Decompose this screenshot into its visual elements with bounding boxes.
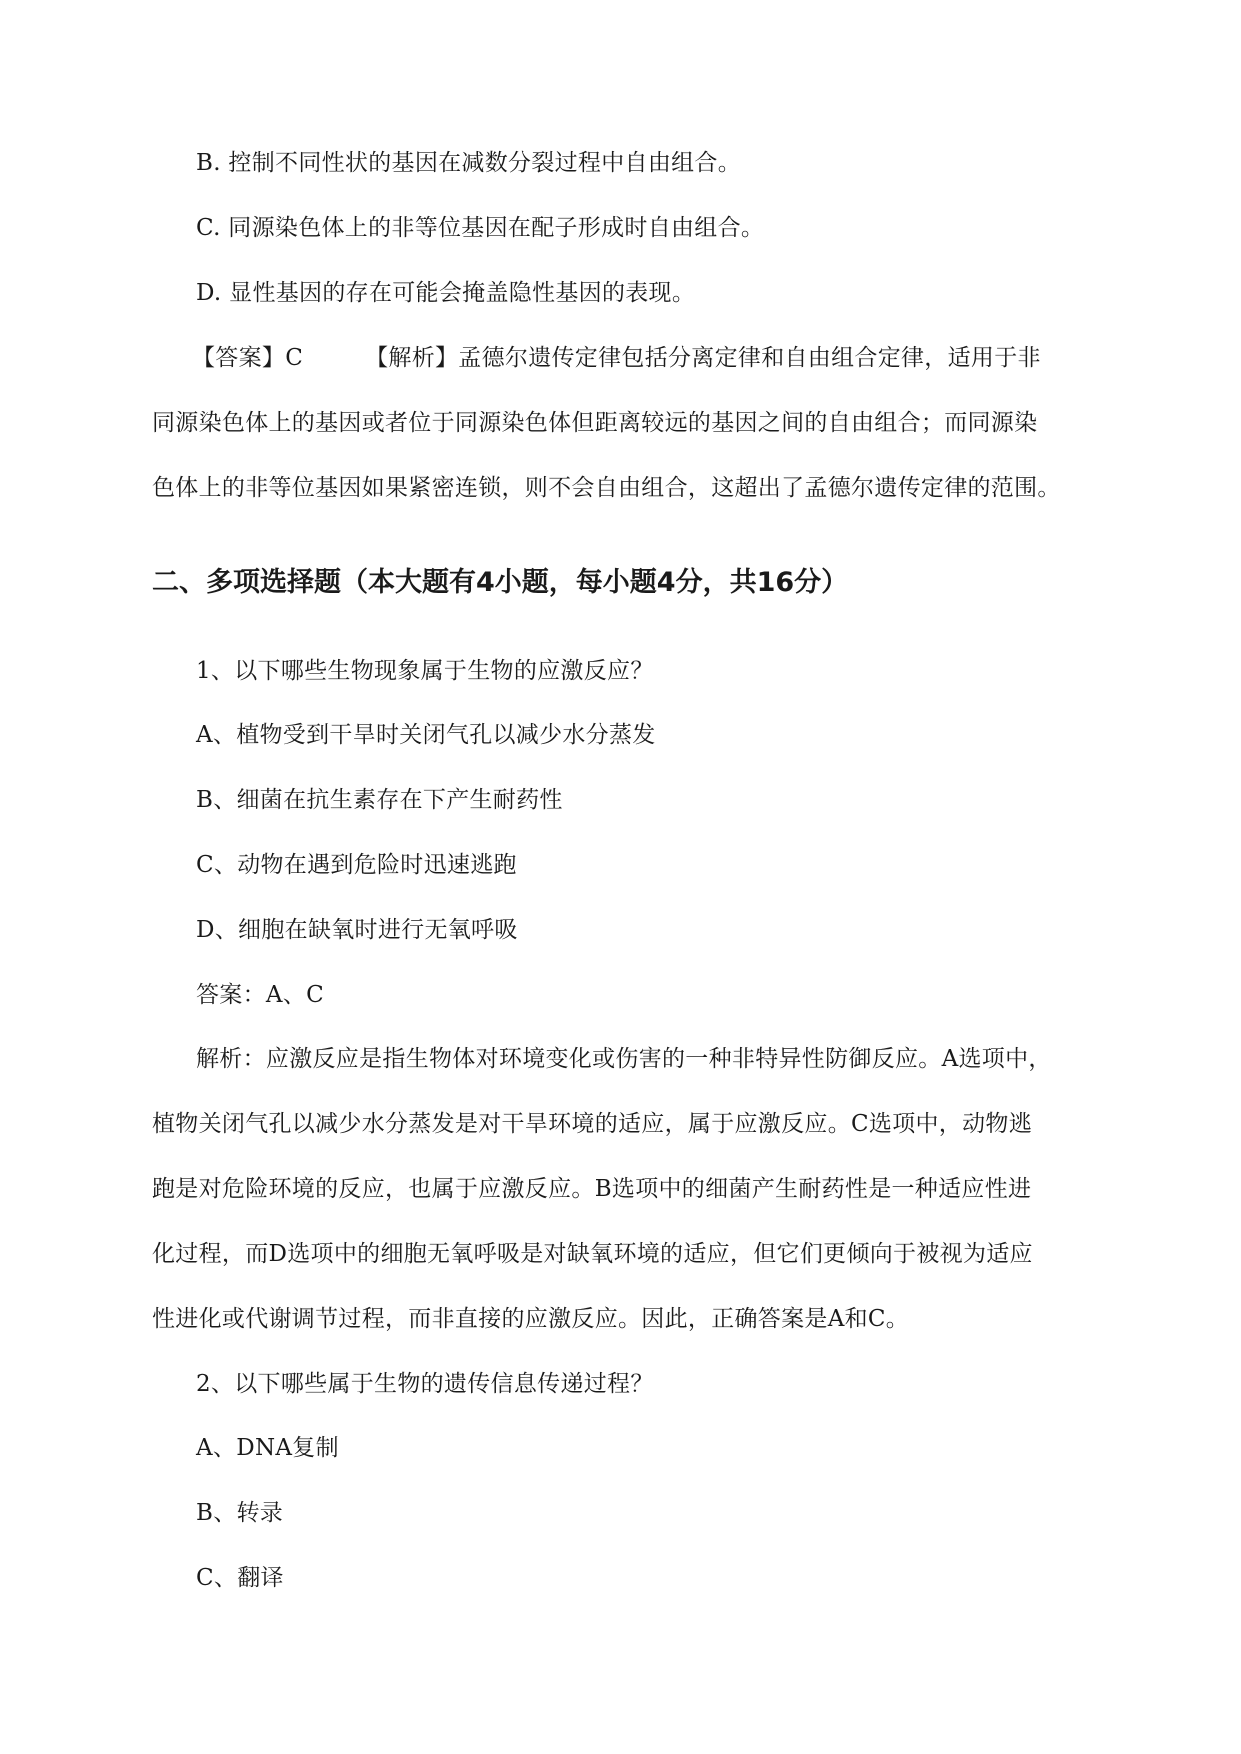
option-b: B、转录 bbox=[196, 1500, 284, 1526]
question-stem: 1、以下哪些生物现象属于生物的应激反应？ bbox=[196, 658, 654, 684]
explanation-line: 跑是对危险环境的反应，也属于应激反应。B选项中的细菌产生耐药性是一种适应性进 bbox=[152, 1176, 1032, 1202]
option-a: A、DNA复制 bbox=[196, 1435, 339, 1461]
option-d: D、细胞在缺氧时进行无氧呼吸 bbox=[196, 917, 518, 943]
option-c: C、动物在遇到危险时迅速逃跑 bbox=[196, 852, 517, 878]
q1-option-d: D. 显性基因的存在可能会掩盖隐性基因的表现。 bbox=[196, 280, 696, 306]
answer: 答案：A、C bbox=[196, 982, 325, 1008]
question-stem: 2、以下哪些属于生物的遗传信息传递过程？ bbox=[196, 1371, 654, 1397]
q1-answer-explanation bbox=[192, 341, 1041, 375]
explanation-line: 性进化或代谢调节过程，而非直接的应激反应。因此，正确答案是A和C。 bbox=[152, 1306, 910, 1332]
q1-explanation-line: 色体上的非等位基因如果紧密连锁，则不会自由组合，这超出了孟德尔遗传定律的范围。 bbox=[152, 475, 1061, 501]
q1-answer: 【答案】C bbox=[192, 345, 304, 371]
section-heading: 二、多项选择题（本大题有4小题，每小题4分，共16分） bbox=[152, 567, 849, 598]
q1-explanation-line: 同源染色体上的基因或者位于同源染色体但距离较远的基因之间的自由组合；而同源染 bbox=[152, 410, 1038, 436]
q1-option-c: C. 同源染色体上的非等位基因在配子形成时自由组合。 bbox=[196, 215, 765, 241]
option-b: B、细菌在抗生素存在下产生耐药性 bbox=[196, 787, 563, 813]
option-c: C、翻译 bbox=[196, 1565, 284, 1591]
explanation-line: 解析：应激反应是指生物体对环境变化或伤害的一种非特异性防御反应。A选项中， bbox=[196, 1046, 1052, 1072]
explanation-line: 植物关闭气孔以减少水分蒸发是对干旱环境的适应，属于应激反应。C选项中，动物逃 bbox=[152, 1111, 1032, 1137]
q1-explanation-first: 【解析】孟德尔遗传定律包括分离定律和自由组合定律，适用于非 bbox=[365, 345, 1041, 371]
option-a: A、植物受到干旱时关闭气孔以减少水分蒸发 bbox=[196, 722, 656, 748]
explanation-line: 化过程，而D选项中的细胞无氧呼吸是对缺氧环境的适应，但它们更倾向于被视为适应 bbox=[152, 1241, 1033, 1267]
q1-option-b: B. 控制不同性状的基因在减数分裂过程中自由组合。 bbox=[196, 150, 742, 176]
